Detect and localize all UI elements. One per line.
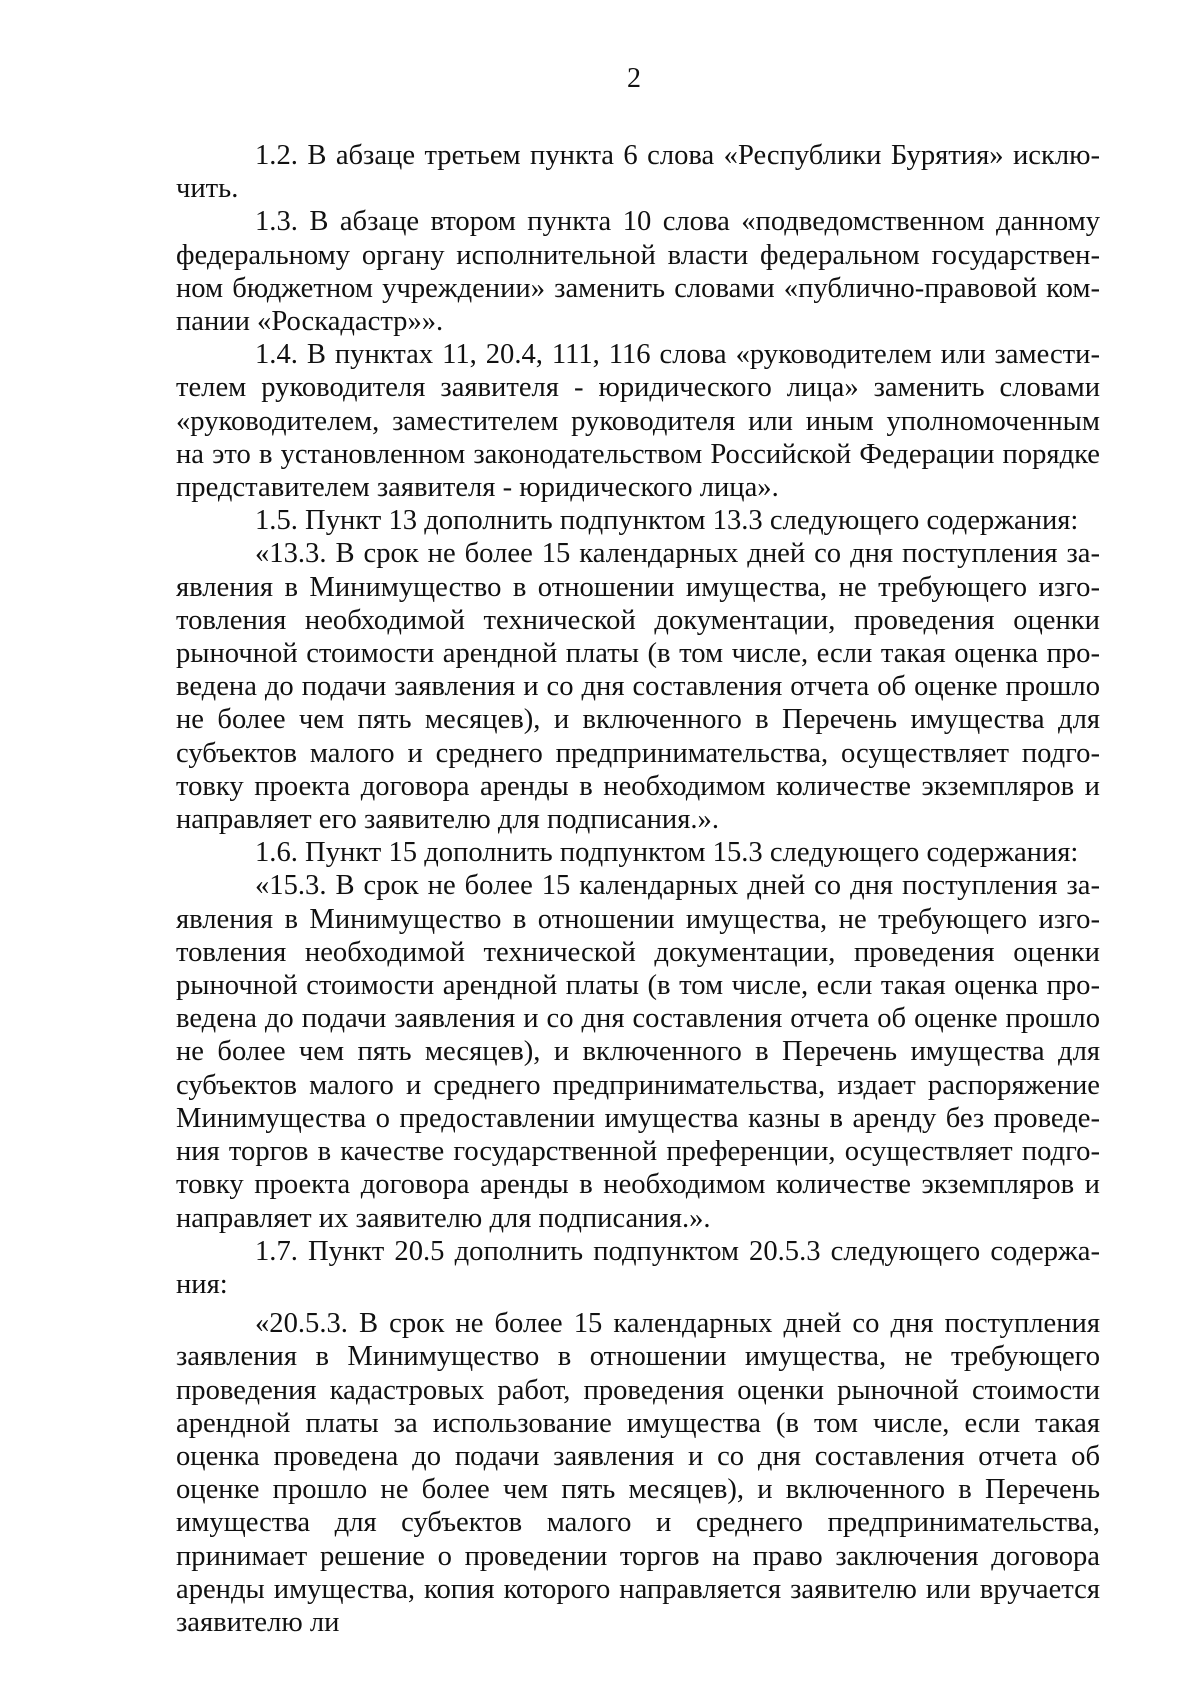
- paragraph-1-7: 1.7. Пункт 20.5 дополнить подпунктом 20.5.3 следующего содержания:: [176, 1235, 1100, 1300]
- paragraph-20-5-3-quote: «20.5.3. В срок не более 15 календарных дней со дня поступления заявления в Минимущество в отношении имущества, не требующего проведения кадастровых работ, проведения оценки рыночной стоимости арендной платы за использование имущества (в том числе, если такая оценка проведена до подачи заявления и со дня составления отчета об оценке прошло не более чем пять месяцев), и включенного в Перечень имущества для субъектов малого и среднего предпринимательства, принимает решение о проведении торгов на право заключения договора аренды имущества, копия которого направляется заявителю или вручается заявителю ли: [176, 1308, 1100, 1638]
- paragraph-13-3-quote: «13.3. В срок не более 15 календарных дней со дня поступления заявления в Минимущество в отношении имущества, не требующего изготовления необходимой технической документации, проведения оценки рыночной стоимости арендной платы (в том числе, если такая оценка проведена до подачи заявления и со дня составления отчета об оценке прошло не более чем пять месяцев), и включенного в Перечень имущества для субъектов малого и среднего предпринимательства, осуществляет подготовку проекта договора аренды в необходимом количестве экземпляров и направляет его заявителю для подписания.».: [176, 538, 1100, 836]
- paragraph-15-3-quote: «15.3. В срок не более 15 календарных дней со дня поступления заявления в Минимущество в отношении имущества, не требующего изготовления необходимой технической документации, проведения оценки рыночной стоимости арендной платы (в том числе, если такая оценка проведена до подачи заявления и со дня составления отчета об оценке прошло не более чем пять месяцев), и включенного в Перечень имущества для субъектов малого и среднего предпринимательства, издает распоряжение Минимущества о предоставлении имущества казны в аренду без проведения торгов в качестве государственной преференции, осуществляет подготовку проекта договора аренды в необходимом количестве экземпляров и направляет их заявителю для подписания.».: [176, 870, 1100, 1234]
- document-body: [176, 139, 1100, 1639]
- paragraph-1-5: 1.5. Пункт 13 дополнить подпунктом 13.3 следующего содержания:: [255, 505, 1079, 537]
- paragraph-1-6: 1.6. Пункт 15 дополнить подпунктом 15.3 следующего содержания:: [255, 837, 1079, 869]
- paragraph-1-3: 1.3. В абзаце втором пункта 10 слова «подведомственном данному федеральному органу исполнительной власти федеральном государственном бюджетном учреждении» заменить словами «публично-правовой компании «Роскадастр»».: [176, 206, 1100, 338]
- page-number: 2: [627, 63, 641, 94]
- paragraph-1-4: 1.4. В пунктах 11, 20.4, 111, 116 слова «руководителем или заместителем руководителя заявителя - юридического лица» заменить словами «руководителем, заместителем руководителя или иным уполномоченным на это в установленном законодательством Российской Федерации порядке представителем заявителя - юридического лица».: [176, 339, 1100, 504]
- paragraph-1-2: 1.2. В абзаце третьем пункта 6 слова «Республики Бурятия» исключить.: [176, 140, 1100, 205]
